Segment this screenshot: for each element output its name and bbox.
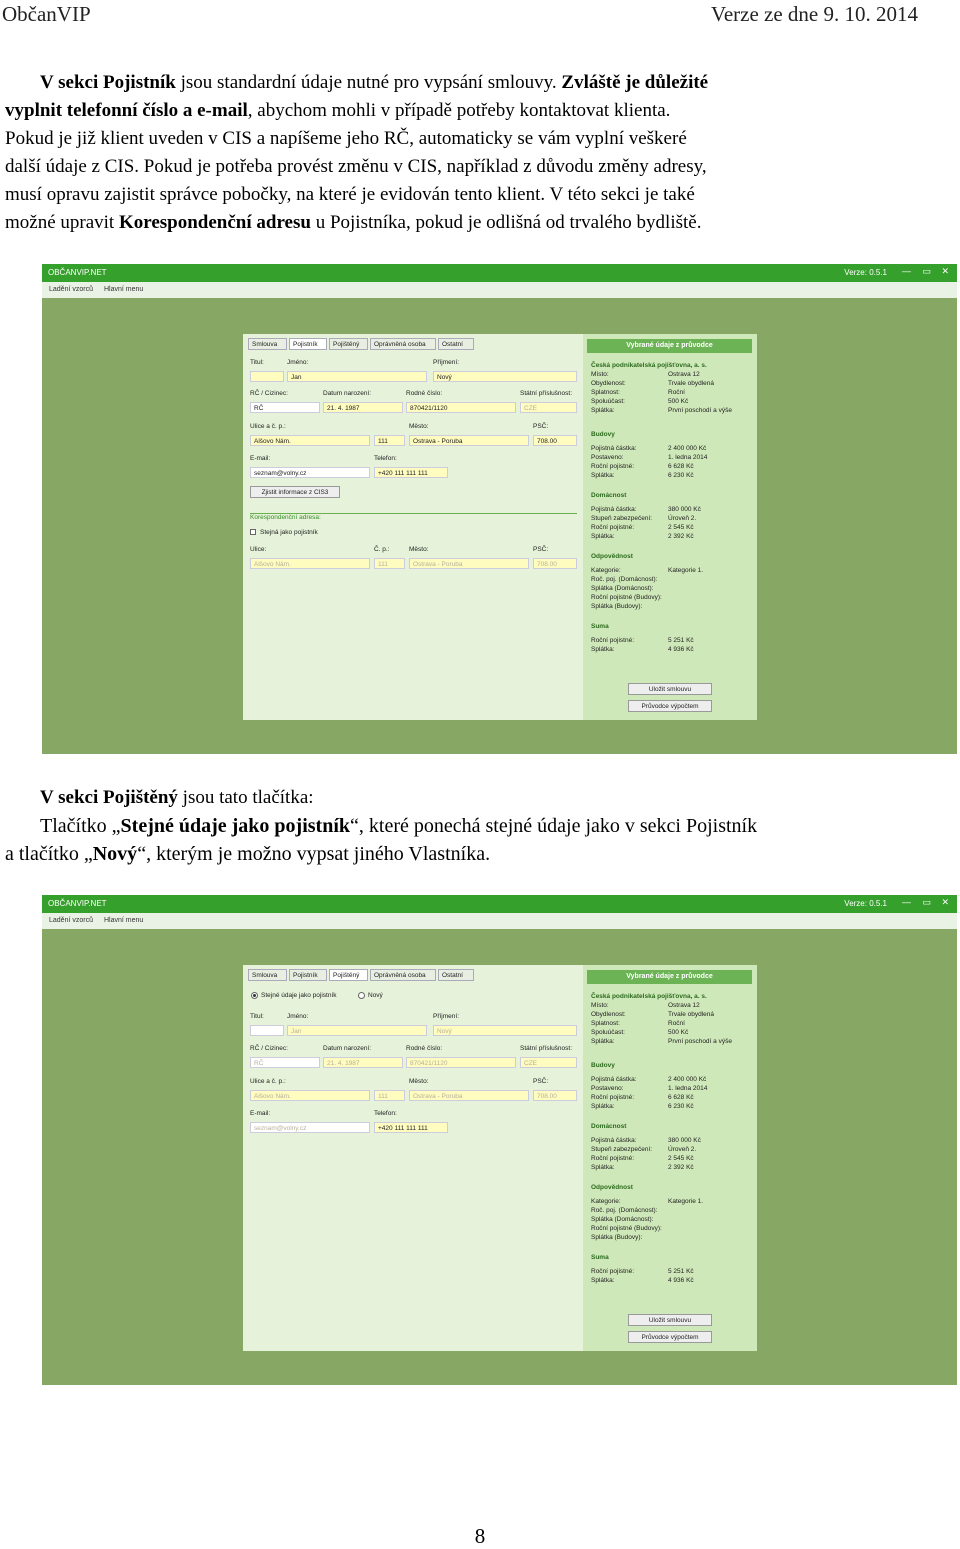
section-suma: Suma	[591, 623, 609, 630]
label-ulice2: Ulice:	[250, 546, 267, 553]
page-number: 8	[474, 1524, 486, 1548]
row-key: Splátka:	[591, 1164, 615, 1171]
text-bold: V sekci	[40, 787, 103, 808]
misto-field[interactable]: Ostrava - Poruba	[409, 435, 529, 446]
ulice-field[interactable]: Alšovo Nám.	[250, 1090, 370, 1101]
row-val: Ostrava 12	[668, 1002, 700, 1009]
psc-field[interactable]: 708.00	[533, 435, 577, 446]
row-key: Stupeň zabezpečení:	[591, 515, 653, 522]
row-val: 2 400 000 Kč	[668, 445, 707, 452]
close-icon[interactable]: ✕	[941, 266, 949, 276]
datum-field[interactable]: 21. 4. 1987	[323, 1057, 403, 1068]
label-prijmeni: Příjmení:	[433, 359, 460, 366]
app-version: Verze: 0.5.1	[844, 268, 887, 277]
label-korespondencni: Korespondenční adresa:	[250, 514, 321, 521]
row-val: 2 545 Kč	[668, 524, 694, 531]
row-key: Roční pojistné:	[591, 1268, 634, 1275]
section-odpovednost: Odpovědnost	[591, 1184, 633, 1191]
row-key: Splátka:	[591, 533, 615, 540]
row-val: 4 936 Kč	[668, 646, 694, 653]
datum-field[interactable]: 21. 4. 1987	[323, 402, 403, 413]
app-version: Verze: 0.5.1	[844, 899, 887, 908]
label-rc: RČ / Cizinec:	[250, 1045, 288, 1052]
row-val: Úroveň 2.	[668, 1146, 697, 1153]
form-panel	[243, 334, 583, 720]
row-val: Kategorie 1.	[668, 1198, 704, 1205]
header-left: ObčanVIP	[2, 2, 91, 26]
tab-pojisteny[interactable]: Pojištěný	[329, 338, 368, 350]
label-psc: PSČ:	[533, 1078, 549, 1085]
label-rc: RČ / Cizinec:	[250, 390, 288, 397]
label-telefon: Telefon:	[374, 1110, 397, 1117]
jmeno-field[interactable]: Jan	[287, 1025, 427, 1036]
row-val: První poschodí a výše	[668, 407, 732, 414]
rodne-field[interactable]: 870421/1120	[406, 1057, 516, 1068]
row-key: Roční pojistné:	[591, 637, 634, 644]
row-key: Splátka:	[591, 1277, 615, 1284]
text: a tlačítko „	[5, 843, 93, 865]
row-key: Splatnost:	[591, 1020, 620, 1027]
row-key: Pojistná částka:	[591, 1076, 637, 1083]
app-screenshot-pojisteny	[42, 895, 957, 1385]
label-psc: PSČ:	[533, 423, 549, 430]
text: jsou standardní údaje nutné pro vypsání smlouvy.	[175, 72, 562, 93]
telefon-field[interactable]: +420 111 111 111	[374, 467, 448, 478]
row-key: Spoluúčast:	[591, 1029, 625, 1036]
row-key: Pojistná částka:	[591, 445, 637, 452]
row-key: Stupeň zabezpečení:	[591, 1146, 653, 1153]
row-val: Trvale obydlená	[668, 1011, 715, 1018]
menu-ladeni[interactable]: Ladění vzorců	[49, 917, 93, 924]
section-odpovednost: Odpovědnost	[591, 553, 633, 560]
cp-field[interactable]: 111	[374, 435, 405, 446]
zjistit-cis-button[interactable]: Zjistit informace z CIS3	[250, 486, 340, 498]
summary-panel	[583, 334, 757, 720]
menu-ladeni[interactable]: Ladění vzorců	[49, 286, 93, 293]
label-misto: Město:	[409, 423, 429, 430]
row-val: Ostrava 12	[668, 371, 700, 378]
text: možné upravit	[5, 212, 119, 233]
pruvodce-button[interactable]: Průvodce výpočtem	[628, 1331, 712, 1343]
minimize-icon[interactable]: —	[902, 897, 911, 907]
label-email: E-mail:	[250, 455, 271, 462]
label-datum: Datum narození:	[323, 1045, 372, 1052]
rodne-field[interactable]: 870421/1120	[406, 402, 516, 413]
section-budovy: Budovy	[591, 1062, 615, 1069]
row-key: Splátka (Domácnost):	[591, 585, 654, 592]
row-key: Splátka (Budovy):	[591, 603, 643, 610]
text-bold: Pojištěný	[102, 787, 178, 808]
label-rodne: Rodné číslo:	[406, 1045, 443, 1052]
row-val: 2 392 Kč	[668, 1164, 694, 1171]
text: musí opravu zajistit správce pobočky, na které je evidován tento klient. V této sekci je také	[5, 184, 695, 205]
pruvodce-button[interactable]: Průvodce výpočtem	[628, 700, 712, 712]
menu-hlavni[interactable]: Hlavní menu	[104, 917, 144, 924]
text: “, kterým je možno vypsat jiného Vlastníka.	[137, 843, 491, 865]
section-suma: Suma	[591, 1254, 609, 1261]
row-key: Kategorie:	[591, 1198, 621, 1205]
label-misto2: Město:	[409, 546, 429, 553]
row-key: Roční pojistné:	[591, 1155, 634, 1162]
label-statni: Státní příslušnost:	[520, 1045, 573, 1052]
label-jmeno: Jméno:	[287, 1013, 309, 1020]
row-key: Roční pojistné:	[591, 463, 634, 470]
label-datum: Datum narození:	[323, 390, 372, 397]
label-telefon: Telefon:	[374, 455, 397, 462]
tab-smlouva[interactable]: Smlouva	[248, 338, 287, 350]
row-val: Kategorie 1.	[668, 567, 704, 574]
tab-ostatni[interactable]: Ostatní	[438, 969, 474, 981]
label-misto: Město:	[409, 1078, 429, 1085]
row-val: Roční	[668, 389, 685, 396]
text-bold: vyplnit telefonní číslo a e-mail	[5, 100, 248, 121]
rc-select[interactable]: RČ	[250, 402, 320, 413]
ulozit-button[interactable]: Uložit smlouvu	[628, 1314, 712, 1326]
stejna-checkbox[interactable]	[250, 529, 256, 535]
row-val: 6 628 Kč	[668, 463, 694, 470]
kor-cp-field[interactable]: 111	[374, 558, 405, 569]
row-key: Postaveno:	[591, 454, 624, 461]
row-key: Kategorie:	[591, 567, 621, 574]
label-novy: Nový	[368, 992, 383, 999]
section-domacnost: Domácnost	[591, 1123, 627, 1130]
text: další údaje z CIS. Pokud je potřeba provést změnu v CIS, například z důvodu změny adresy,	[5, 156, 707, 177]
app-title: OBČANVIP.NET	[48, 899, 107, 908]
text-bold: Zvláště je důležité	[561, 72, 709, 93]
misto-field[interactable]: Ostrava - Poruba	[409, 1090, 529, 1101]
row-val: 5 251 Kč	[668, 1268, 694, 1275]
section-domacnost: Domácnost	[591, 492, 627, 499]
row-val: Roční	[668, 1020, 685, 1027]
jmeno-field[interactable]: Jan	[287, 371, 427, 382]
telefon-field[interactable]: +420 111 111 111	[374, 1122, 448, 1133]
row-val: 5 251 Kč	[668, 637, 694, 644]
kor-misto-field[interactable]: Ostrava - Poruba	[409, 558, 529, 569]
company-name: Česká podnikatelská pojišťovna, a. s.	[591, 362, 707, 369]
row-val: 500 Kč	[668, 398, 689, 405]
row-key: Pojistná částka:	[591, 1137, 637, 1144]
cp-field[interactable]: 111	[374, 1090, 405, 1101]
rc-select[interactable]: RČ	[250, 1057, 320, 1068]
row-key: Roč. poj. (Domácnost):	[591, 576, 658, 583]
row-key: Splátka (Domácnost):	[591, 1216, 654, 1223]
restore-icon[interactable]: ▭	[922, 266, 931, 276]
tab-pojisteny[interactable]: Pojištěný	[329, 969, 368, 981]
row-key: Roč. poj. (Domácnost):	[591, 1207, 658, 1214]
label-jmeno: Jméno:	[287, 359, 309, 366]
ulozit-button[interactable]: Uložit smlouvu	[628, 683, 712, 695]
tab-opravnena[interactable]: Oprávněná osoba	[370, 969, 436, 981]
label-email: E-mail:	[250, 1110, 271, 1117]
text-bold: Nový	[92, 843, 138, 865]
row-val: 6 628 Kč	[668, 1094, 694, 1101]
email-field[interactable]: seznam@volny.cz	[250, 467, 370, 478]
titul-field[interactable]	[250, 371, 284, 382]
form-panel	[243, 965, 583, 1351]
label-prijmeni: Příjmení:	[433, 1013, 460, 1020]
row-key: Splátka:	[591, 1038, 615, 1045]
app-screenshot-pojistnik	[42, 264, 957, 754]
app-menubar	[42, 913, 957, 929]
app-titlebar	[42, 895, 957, 913]
ulice-field[interactable]: Alšovo Nám.	[250, 435, 370, 446]
label-psc2: PSČ:	[533, 546, 549, 553]
app-title: OBČANVIP.NET	[48, 268, 107, 277]
row-key: Roční pojistné:	[591, 524, 634, 531]
app-menubar	[42, 282, 957, 298]
row-key: Spoluúčast:	[591, 398, 625, 405]
row-val: 380 000 Kč	[668, 506, 701, 513]
page-header	[0, 0, 960, 28]
label-stejna: Stejná jako pojistník	[260, 529, 318, 536]
label-statni: Státní příslušnost:	[520, 390, 573, 397]
novy-radio[interactable]	[358, 992, 365, 999]
row-key: Splátka (Budovy):	[591, 1234, 643, 1241]
row-val: 1. ledna 2014	[668, 454, 708, 461]
row-key: Splátka:	[591, 1103, 615, 1110]
summary-header: Vybrané údaje z průvodce	[587, 339, 752, 353]
label-ulice: Ulice a č. p.:	[250, 1078, 286, 1085]
row-val: 6 230 Kč	[668, 1103, 694, 1110]
app-titlebar	[42, 264, 957, 282]
prijmeni-field[interactable]: Nový	[433, 1025, 577, 1036]
row-val: 380 000 Kč	[668, 1137, 701, 1144]
text: Pokud je již klient uveden v CIS a napíšeme jeho RČ, automaticky se vám vyplní veškeré	[5, 128, 687, 149]
tab-smlouva[interactable]: Smlouva	[248, 969, 287, 981]
row-key: Postaveno:	[591, 1085, 624, 1092]
restore-icon[interactable]: ▭	[922, 897, 931, 907]
tab-pojistnik[interactable]: Pojistník	[289, 338, 327, 350]
row-val: 2 545 Kč	[668, 1155, 694, 1162]
row-key: Splátka:	[591, 407, 615, 414]
row-key: Roční pojistné (Budovy):	[591, 594, 662, 601]
label-cp: Č. p.:	[374, 546, 390, 553]
label-titul: Titul:	[250, 1013, 264, 1020]
row-key: Splatnost:	[591, 389, 620, 396]
row-key: Roční pojistné (Budovy):	[591, 1225, 662, 1232]
text-bold: Korespondenční adresu	[118, 212, 311, 233]
titul-field[interactable]	[250, 1025, 284, 1036]
header-right: Verze ze dne 9. 10. 2014	[710, 2, 918, 26]
row-key: Roční pojistné:	[591, 1094, 634, 1101]
row-key: Obydlenost:	[591, 1011, 626, 1018]
kor-psc-field[interactable]: 708.00	[533, 558, 577, 569]
summary-header: Vybrané údaje z průvodce	[587, 970, 752, 984]
tab-pojistnik[interactable]: Pojistník	[289, 969, 327, 981]
email-field[interactable]: seznam@volny.cz	[250, 1122, 370, 1133]
statni-field[interactable]: CZE	[520, 402, 577, 413]
tab-ostatni[interactable]: Ostatní	[438, 338, 474, 350]
row-key: Splátka:	[591, 472, 615, 479]
close-icon[interactable]: ✕	[941, 897, 949, 907]
text-bold: Stejné údaje jako pojistník	[120, 815, 351, 837]
text: Tlačítko „	[40, 815, 121, 837]
menu-hlavni[interactable]: Hlavní menu	[104, 286, 144, 293]
label-rodne: Rodné číslo:	[406, 390, 443, 397]
row-val: 2 400 000 Kč	[668, 1076, 707, 1083]
tab-opravnena[interactable]: Oprávněná osoba	[370, 338, 436, 350]
stejne-udaje-radio[interactable]	[251, 992, 258, 999]
psc-field[interactable]: 708.00	[533, 1090, 577, 1101]
row-val: 2 392 Kč	[668, 533, 694, 540]
row-key: Pojistná částka:	[591, 506, 637, 513]
row-val: 1. ledna 2014	[668, 1085, 708, 1092]
summary-panel	[583, 965, 757, 1351]
kor-ulice-field[interactable]: Alšovo Nám.	[250, 558, 370, 569]
label-ulice: Ulice a č. p.:	[250, 423, 286, 430]
text: , abychom mohli v případě potřeby kontaktovat klienta.	[247, 100, 671, 121]
label-titul: Titul:	[250, 359, 264, 366]
section-budovy: Budovy	[591, 431, 615, 438]
row-key: Místo:	[591, 1002, 609, 1009]
row-val: 6 230 Kč	[668, 472, 694, 479]
text-bold: Pojistník	[102, 72, 176, 93]
row-val: 500 Kč	[668, 1029, 689, 1036]
text: jsou tato tlačítka:	[177, 787, 314, 808]
text-bold: V sekci	[40, 72, 103, 93]
row-val: Trvale obydlená	[668, 380, 715, 387]
minimize-icon[interactable]: —	[902, 266, 911, 276]
text: “, které ponechá stejné údaje jako v sekci Pojistník	[350, 815, 758, 837]
statni-field[interactable]: CZE	[520, 1057, 577, 1068]
row-val: První poschodí a výše	[668, 1038, 732, 1045]
row-val: Úroveň 2.	[668, 515, 697, 522]
row-val: 4 936 Kč	[668, 1277, 694, 1284]
prijmeni-field[interactable]: Nový	[433, 371, 577, 382]
row-key: Obydlenost:	[591, 380, 626, 387]
text: u Pojistníka, pokud je odlišná od trvalého bydliště.	[310, 212, 702, 233]
row-key: Splátka:	[591, 646, 615, 653]
company-name: Česká podnikatelská pojišťovna, a. s.	[591, 993, 707, 1000]
label-stejne-udaje: Stejné údaje jako pojistník	[261, 992, 337, 999]
row-key: Místo:	[591, 371, 609, 378]
